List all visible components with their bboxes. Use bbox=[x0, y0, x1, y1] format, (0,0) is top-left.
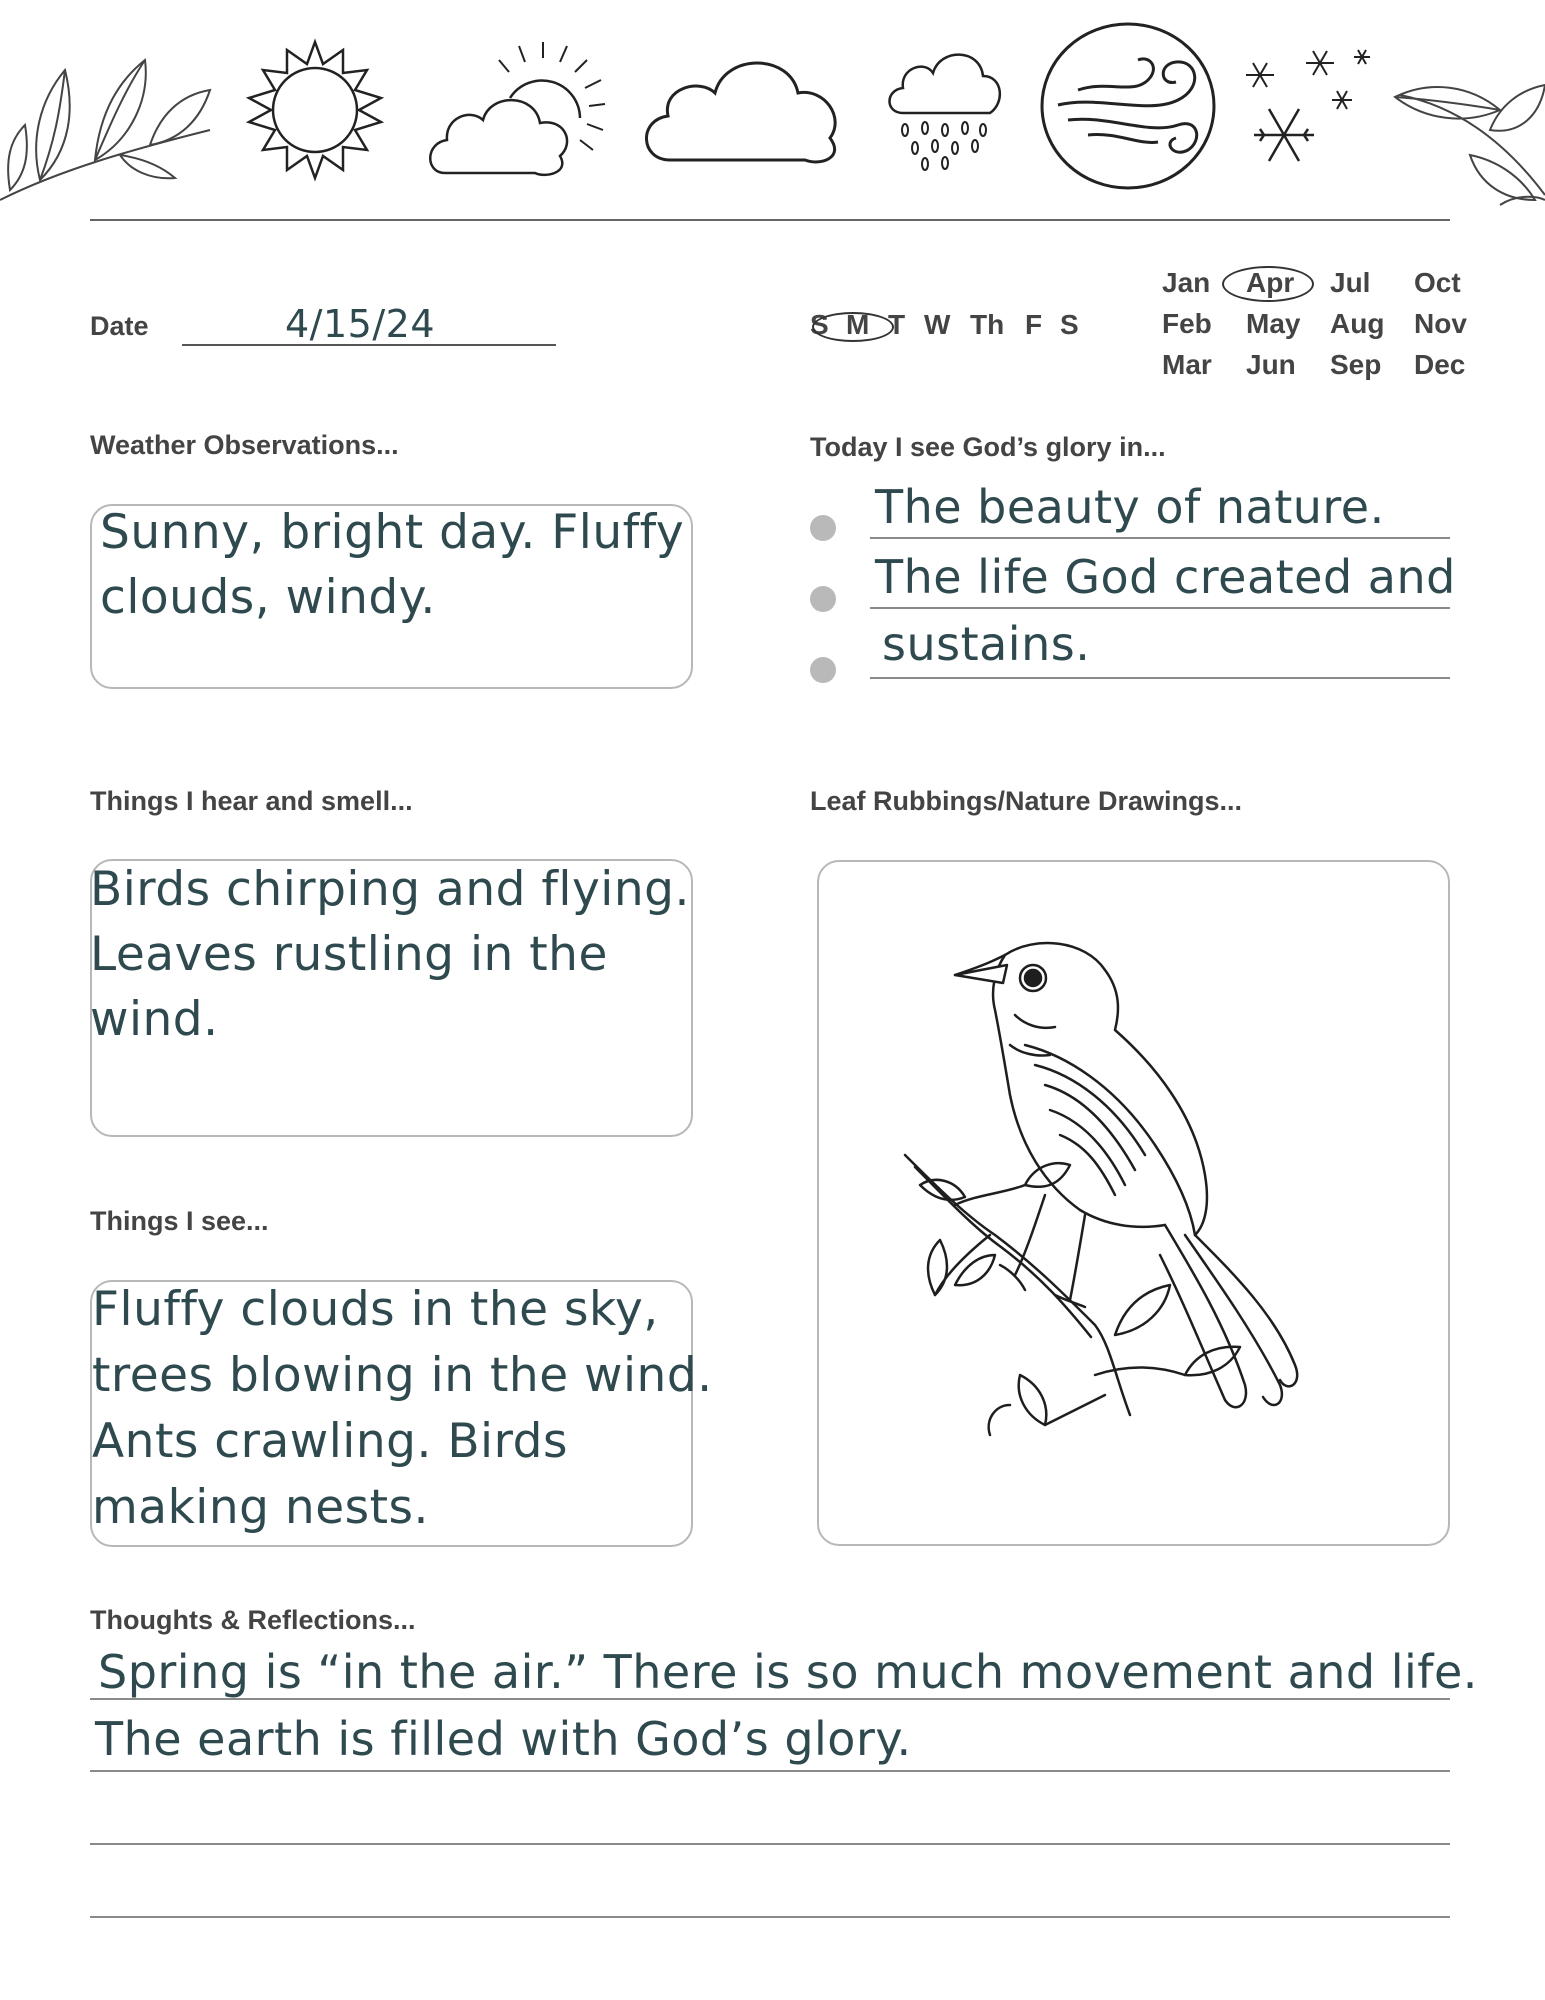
see-line-3: Ants crawling. Birds bbox=[92, 1414, 568, 1469]
hear-label: Things I hear and smell... bbox=[90, 786, 413, 816]
glory-line bbox=[870, 677, 1450, 679]
month-feb[interactable]: Feb bbox=[1162, 308, 1212, 339]
day-friday[interactable]: F bbox=[1025, 309, 1043, 340]
snowflake-icon bbox=[1242, 45, 1377, 170]
see-line-2: trees blowing in the wind. bbox=[92, 1348, 713, 1403]
glory-line bbox=[870, 607, 1450, 609]
weather-line-1: Sunny, bright day. Fluffy bbox=[100, 505, 685, 560]
month-apr[interactable]: Apr bbox=[1246, 267, 1295, 298]
date-underline bbox=[182, 344, 556, 346]
thoughts-label: Thoughts & Reflections... bbox=[90, 1605, 416, 1635]
month-may[interactable]: May bbox=[1246, 308, 1301, 339]
leaf-branch-icon bbox=[1390, 55, 1545, 210]
day-saturday[interactable]: S bbox=[1060, 309, 1079, 340]
glory-item-1[interactable]: The beauty of nature. bbox=[875, 480, 1385, 534]
day-sunday[interactable]: S bbox=[810, 309, 829, 340]
partly-cloudy-icon bbox=[425, 38, 605, 183]
date-value[interactable]: 4/15/24 bbox=[285, 302, 435, 346]
wind-icon bbox=[1038, 20, 1218, 192]
drawings-label: Leaf Rubbings/Nature Drawings... bbox=[810, 786, 1243, 816]
see-label: Things I see... bbox=[90, 1206, 269, 1236]
day-selected-circle bbox=[812, 312, 894, 342]
weather-label: Weather Observations... bbox=[90, 430, 399, 460]
sun-icon bbox=[245, 40, 385, 180]
thoughts-line-2: The earth is filled with God’s glory. bbox=[95, 1712, 912, 1766]
month-jan[interactable]: Jan bbox=[1162, 267, 1211, 298]
bullet-icon bbox=[810, 515, 836, 541]
see-line-1: Fluffy clouds in the sky, bbox=[92, 1282, 659, 1337]
weather-line-2: clouds, windy. bbox=[100, 570, 436, 625]
month-oct[interactable]: Oct bbox=[1414, 267, 1461, 298]
date-label: Date bbox=[90, 311, 149, 341]
bullet-icon bbox=[810, 657, 836, 683]
hear-line-1: Birds chirping and flying. bbox=[90, 862, 690, 917]
hear-line-2: Leaves rustling in the bbox=[90, 927, 608, 982]
bullet-icon bbox=[810, 586, 836, 612]
glory-item-2[interactable]: The life God created and bbox=[875, 550, 1456, 604]
glory-line bbox=[870, 537, 1450, 539]
thoughts-rule bbox=[90, 1698, 1450, 1700]
month-jun[interactable]: Jun bbox=[1246, 349, 1296, 380]
month-sep[interactable]: Sep bbox=[1330, 349, 1382, 380]
see-line-4: making nests. bbox=[92, 1480, 429, 1535]
cloud-icon bbox=[640, 48, 845, 168]
month-dec[interactable]: Dec bbox=[1414, 349, 1466, 380]
day-monday[interactable]: M bbox=[846, 309, 870, 340]
day-thursday[interactable]: Th bbox=[970, 309, 1005, 340]
bird-on-branch-illustration bbox=[895, 935, 1375, 1475]
thoughts-rule bbox=[90, 1843, 1450, 1845]
leaf-branch-icon bbox=[0, 30, 220, 210]
thoughts-line-1: Spring is “in the air.” There is so much movement and life. bbox=[98, 1645, 1478, 1699]
glory-label: Today I see God’s glory in... bbox=[810, 432, 1166, 462]
month-aug[interactable]: Aug bbox=[1330, 308, 1385, 339]
thoughts-rule bbox=[90, 1770, 1450, 1772]
month-jul[interactable]: Jul bbox=[1330, 267, 1371, 298]
glory-item-3[interactable]: sustains. bbox=[882, 617, 1091, 671]
thoughts-rule bbox=[90, 1916, 1450, 1918]
month-mar[interactable]: Mar bbox=[1162, 349, 1212, 380]
day-wednesday[interactable]: W bbox=[924, 309, 951, 340]
month-selected-circle bbox=[1222, 266, 1314, 302]
rain-cloud-icon bbox=[885, 48, 1005, 173]
day-tuesday[interactable]: T bbox=[888, 309, 906, 340]
hear-line-3: wind. bbox=[90, 992, 219, 1047]
header-divider bbox=[90, 219, 1450, 221]
month-nov[interactable]: Nov bbox=[1414, 308, 1467, 339]
